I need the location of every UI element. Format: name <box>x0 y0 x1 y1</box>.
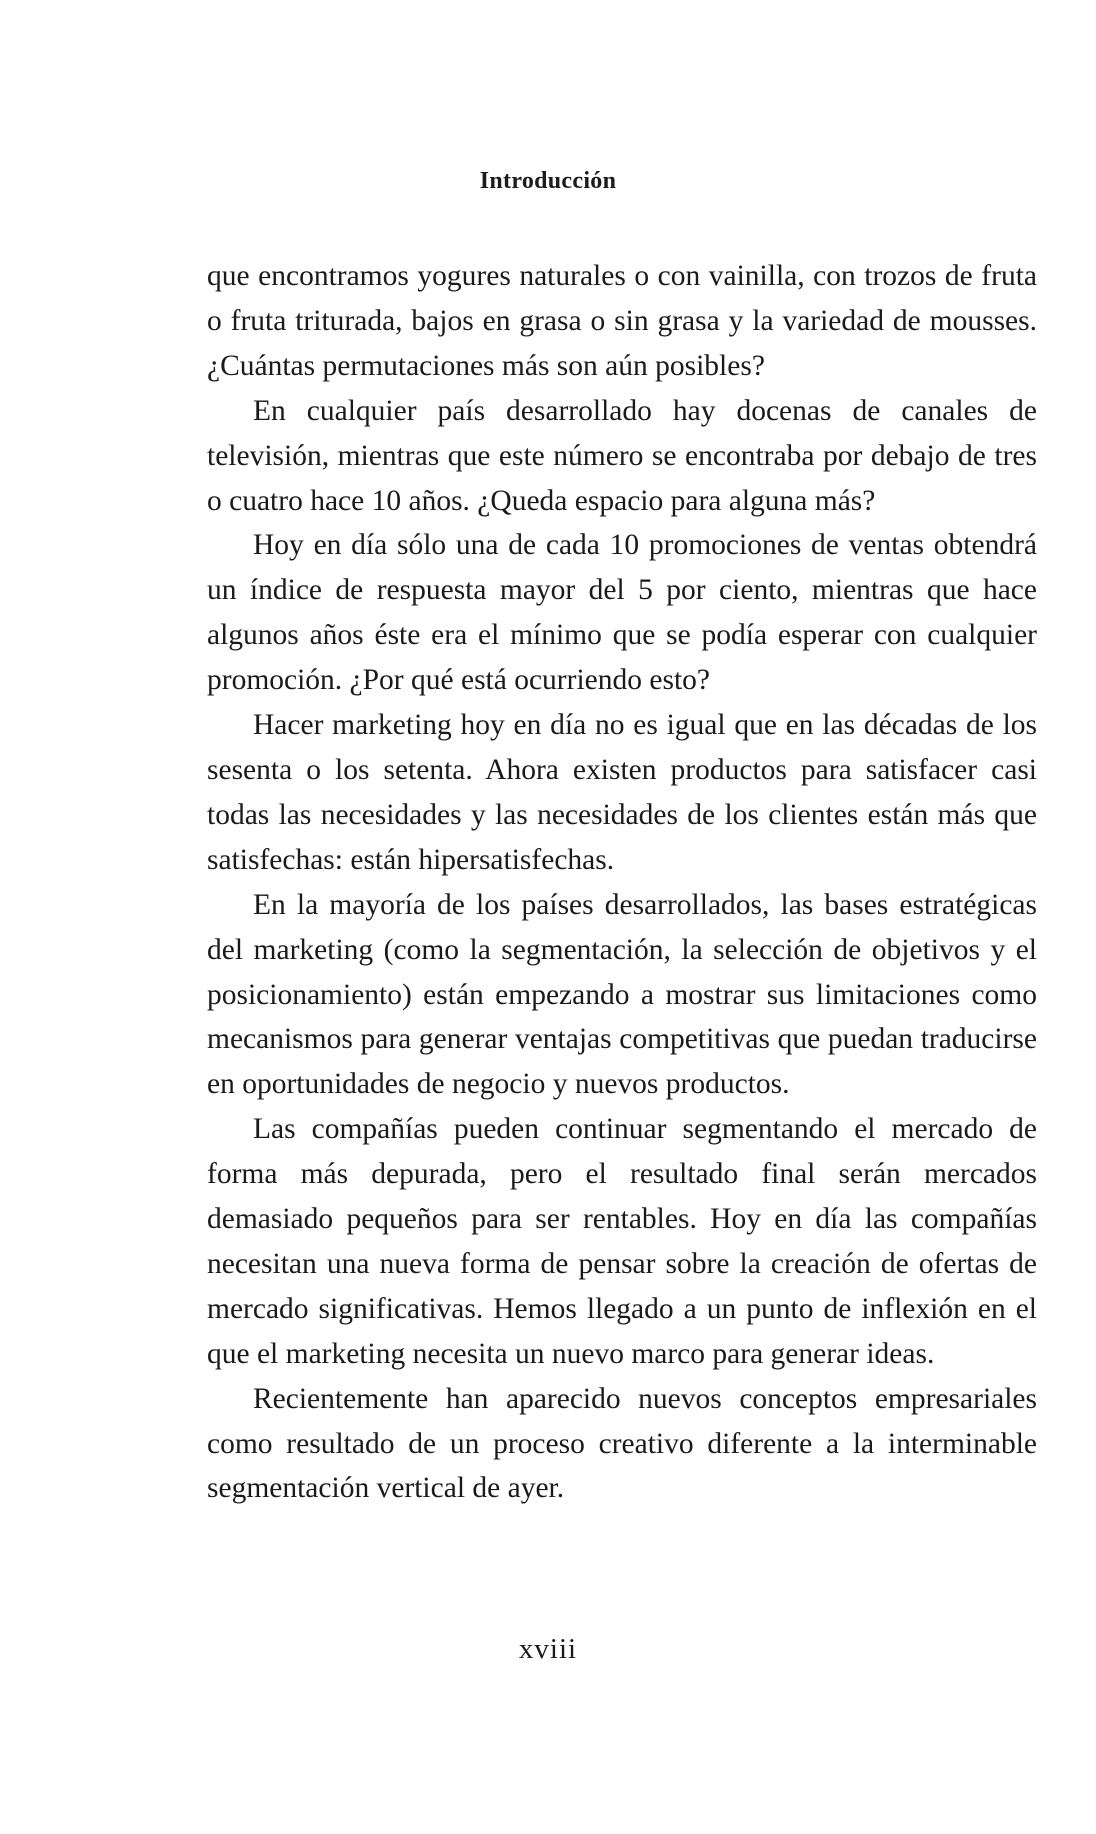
paragraph: Hacer marketing hoy en día no es igual que en las décadas de los sesenta o los setenta. Ahora existen productos para satisfacer casi todas las necesidades y las necesidades de los clientes están más que satisfechas: están hipersatisfechas. <box>207 709 1037 876</box>
paragraph: Las compañías pueden continuar segmentando el mercado de forma más depurada, pero el resultado final serán mercados demasiado pequeños para ser rentables. Hoy en día las compañías necesitan una nueva forma de pensar sobre la creación de ofertas de mercado significativas. Hemos llegado a un punto de inflexión en el que el marketing necesita un nuevo marco para generar ideas. <box>207 1113 1037 1370</box>
paragraph: En la mayoría de los países desarrollados, las bases estratégicas del marketing (como la segmentación, la selección de objetivos y el posicionamiento) están empezando a mostrar sus limitaciones como mecanismos para generar ventajas competitivas que puedan traducirse en oportunidades de negocio y nuevos productos. <box>207 888 1037 1101</box>
page-number: xviii <box>518 1633 578 1665</box>
paragraph: Recientemente han aparecido nuevos conceptos empresariales como resultado de un proceso creativo diferente a la interminable segmentación vertical de ayer. <box>207 1382 1037 1505</box>
paragraph: que encontramos yogures naturales o con vainilla, con trozos de fruta o fruta triturada, bajos en grasa o sin grasa y la variedad de mousses. ¿Cuántas permutaciones más son aún posibles? <box>207 260 1037 382</box>
running-title: Introducción <box>479 168 617 194</box>
body-text <box>207 254 1037 1511</box>
paragraph: Hoy en día sólo una de cada 10 promociones de ventas obtendrá un índice de respuesta mayor del 5 por ciento, mientras que hace algunos años éste era el mínimo que se podía esperar con cualquier promoción. ¿Por qué está ocurriendo esto? <box>207 529 1037 697</box>
paragraph: En cualquier país desarrollado hay docenas de canales de televisión, mientras que este número se encontraba por debajo de tres o cuatro hace 10 años. ¿Queda espacio para alguna más? <box>207 394 1037 517</box>
